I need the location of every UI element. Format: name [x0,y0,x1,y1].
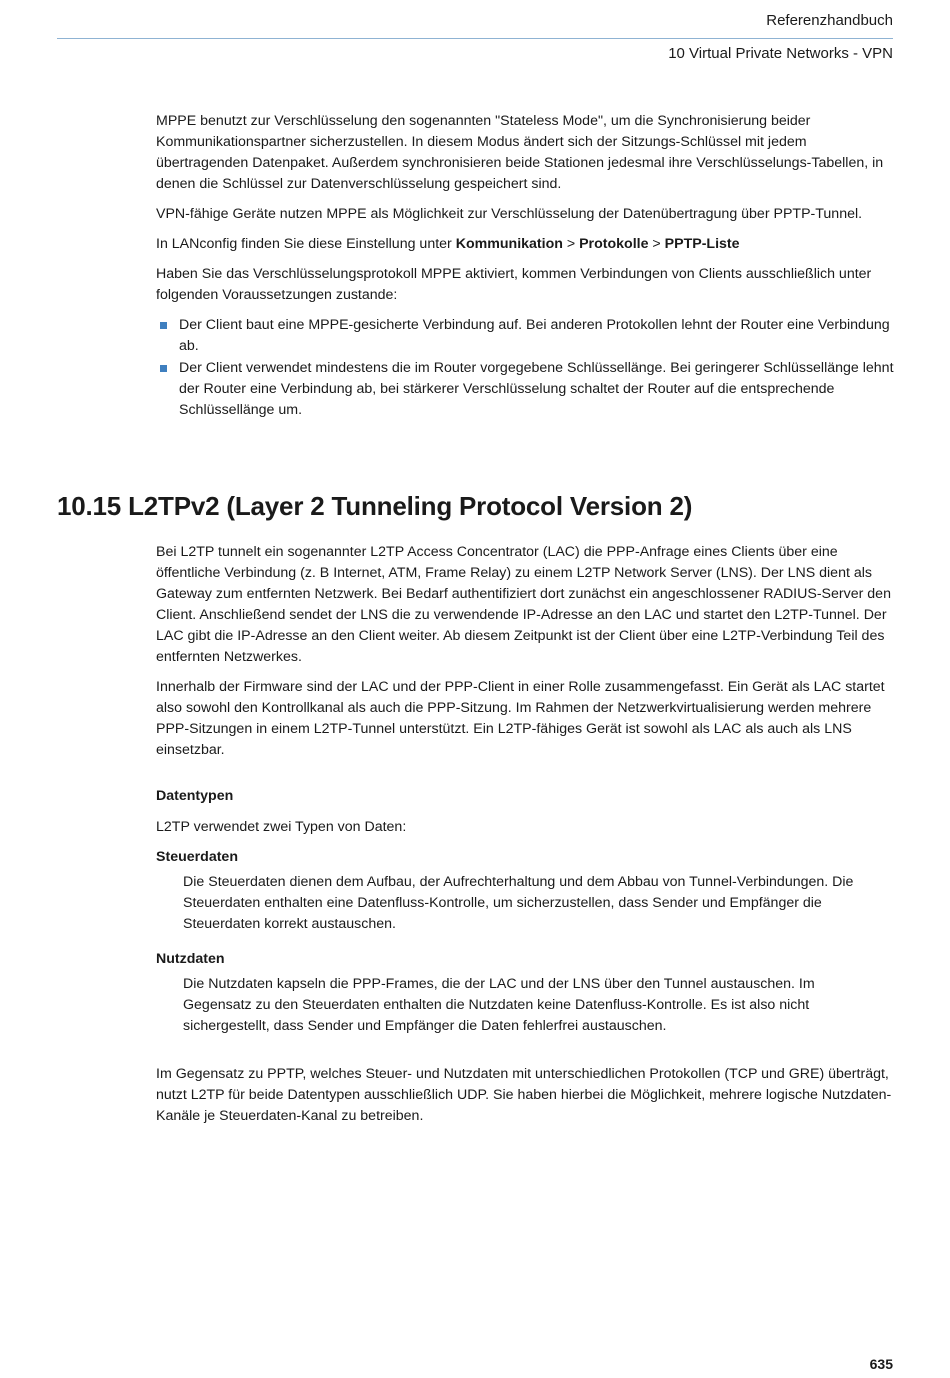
header-rule [57,38,893,39]
lanconfig-path-prefix: In LANconfig finden Sie diese Einstellung unter [156,236,456,252]
paragraph-mppe-stateless: MPPE benutzt zur Verschlüsselung den sogenannten "Stateless Mode", um die Synchronisierung beider Kommunikationspartner sicherzustellen. In diesem Modus ändert sich der Sitzungs-Schlüssel mit jedem übertragenden Datenpaket. Außerdem synchronisieren beide Stationen jedesmal ihre Verschlüsselungs-Tabellen, in denen die Schlüssel zur Datenverschlüsselung gespeichert sind. [156,113,884,192]
conditions-list [156,315,896,421]
paragraph-mppe-vpn: VPN-fähige Geräte nutzen MPPE als Möglichkeit zur Verschlüsselung der Datenübertragung über PPTP-Tunnel. [156,206,863,222]
term-nutzdaten: Nutzdaten [156,951,225,967]
page-number: 635 [869,1356,893,1372]
path-pptp-liste: PPTP-Liste [664,236,740,252]
chapter-title: 10 Virtual Private Networks - VPN [668,45,893,62]
document-title: Referenzhandbuch [766,12,893,29]
paragraph-datentypen-intro: L2TP verwendet zwei Typen von Daten: [156,819,407,835]
list-item-text: Der Client verwendet mindestens die im Router vorgegebene Schlüssellänge. Bei geringerer Schlüssellänge lehnt der Router eine Verbindung ab, bei stärkerer Verschlüsselung schaltet der Router auf die entsprechende Schlüssellänge um. [179,360,894,418]
list-item [156,358,896,421]
path-separator: > [648,236,665,252]
section-heading: 10.15 L2TPv2 (Layer 2 Tunneling Protocol Version 2) [57,491,693,521]
paragraph-l2tp-intro: Bei L2TP tunnelt ein sogenannter L2TP Access Concentrator (LAC) die PPP-Anfrage eines Clients über eine öffentliche Verbindung (z. B Internet, ATM, Frame Relay) zu einem L2TP Network Server (LNS). Der LNS dient als Gateway zum entfernten Netzwerk. Bei Bedarf authentifiziert dort zunächst ein angeschlossener RADIUS-Server den Client. Anschließend sendet der LNS die zu verwendende IP-Adresse an den LAC und startet den L2TP-Tunnel. Der LAC gibt die IP-Adresse an den Client weiter. Ab diesem Zeitpunkt ist der Client über eine L2TP-Verbindung Teil des entfernten Netzwerkes. [156,544,891,665]
list-item [156,315,896,357]
subheading-datentypen: Datentypen [156,788,234,804]
l2tp-section [156,542,896,1136]
list-item-text: Der Client baut eine MPPE-gesicherte Verbindung auf. Bei anderen Protokollen lehnt der Router eine Verbindung ab. [179,317,890,354]
paragraph-lanconfig-path [156,234,896,255]
path-separator: > [562,236,580,252]
path-protokolle: Protokolle [579,236,649,252]
square-bullet-icon [160,365,167,372]
term-nutzdaten-description: Die Nutzdaten kapseln die PPP-Frames, die der LAC und der LNS über den Tunnel austauschen. Im Gegensatz zu den Steuerdaten enthalten die Nutzdaten keine Datenfluss-Kontrolle. Es ist also nicht sichergestellt, dass Sender und Empfänger die Daten fehlerfrei austauschen. [183,976,815,1034]
term-steuerdaten-description: Die Steuerdaten dienen dem Aufbau, der Aufrechterhaltung und dem Abbau von Tunnel-Verbindungen. Die Steuerdaten enthalten eine Datenfluss-Kontrolle, um sicherzustellen, dass Sender und Empfänger die Steuerdaten korrekt austauschen. [183,874,854,932]
paragraph-firmware-roles: Innerhalb der Firmware sind der LAC und der PPP-Client in einer Rolle zusammengefasst. Ein Gerät als LAC startet also sowohl den Kontrollkanal als auch die PPP-Sitzung. Im Rahmen der Netzwerkvirtualisierung werden mehrere PPP-Sitzungen in einem L2TP-Tunnel unterstützt. Ein L2TP-fähiges Gerät ist sowohl als LAC als auch als LNS einsetzbar. [156,679,885,758]
square-bullet-icon [160,322,167,329]
term-steuerdaten: Steuerdaten [156,849,238,865]
paragraph-mppe-conditions: Haben Sie das Verschlüsselungsprotokoll MPPE aktiviert, kommen Verbindungen von Clients ausschließlich unter folgenden Voraussetzungen zustande: [156,266,872,303]
paragraph-pptp-comparison: Im Gegensatz zu PPTP, welches Steuer- und Nutzdaten mit unterschiedlichen Protokollen (TCP und GRE) überträgt, nutzt L2TP für beide Datentypen ausschließlich UDP. Sie haben hierbei die Möglichkeit, mehrere logische Nutzdaten-Kanäle je Steuerdaten-Kanal zu betreiben. [156,1066,892,1124]
path-kommunikation: Kommunikation [455,236,563,252]
intro-section [156,111,896,422]
